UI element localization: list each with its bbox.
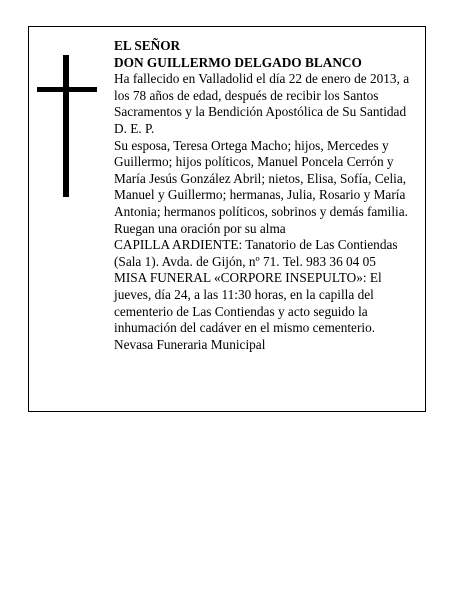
mass-info-line-4: inhumación del cadáver en el mismo cementerio. [114,320,376,336]
cross-vertical-bar [63,55,69,197]
notice-title: EL SEÑOR [114,38,181,53]
obituary-text [114,38,424,353]
funeral-home: Nevasa Funeraria Municipal [114,336,266,352]
deceased-name: DON GUILLERMO DELGADO BLANCO [114,54,362,70]
death-announcement: Ha fallecido en Valladolid el día 22 de enero de 2013, a los 78 años de edad, después de recibir los Santos Sacramentos y la Bendición Apostólica de Su Santidad [114,71,410,120]
mass-info-line-3: cementerio de Las Contiendas y acto seguido la [114,303,368,319]
prayer-request: Ruegan una oración por su alma [114,220,286,236]
cross-icon [37,55,97,197]
cross-horizontal-bar [37,87,97,92]
family-list: Su esposa, Teresa Ortega Macho; hijos, Mercedes y Guillermo; hijos políticos, Manuel Poncela Cerrón y María Jesús González Abril; nietos, Elisa, Sofía, Celia, Manuel y Guillermo; hermanas, Julia, Rosario y María Antonia; hermanos políticos, sobrinos y demás familia. [114,137,408,219]
mass-info-line-1: MISA FUNERAL «CORPORE INSEPULTO»: El [114,270,382,286]
mass-info-line-2: jueves, día 24, a las 11:30 horas, en la capilla del [114,286,374,302]
chapel-info: CAPILLA ARDIENTE: Tanatorio de Las Contiendas (Sala 1). Avda. de Gijón, nº 71. Tel. 983 36 04 05 [114,237,398,269]
dep-text: D. E. P. [114,120,155,136]
